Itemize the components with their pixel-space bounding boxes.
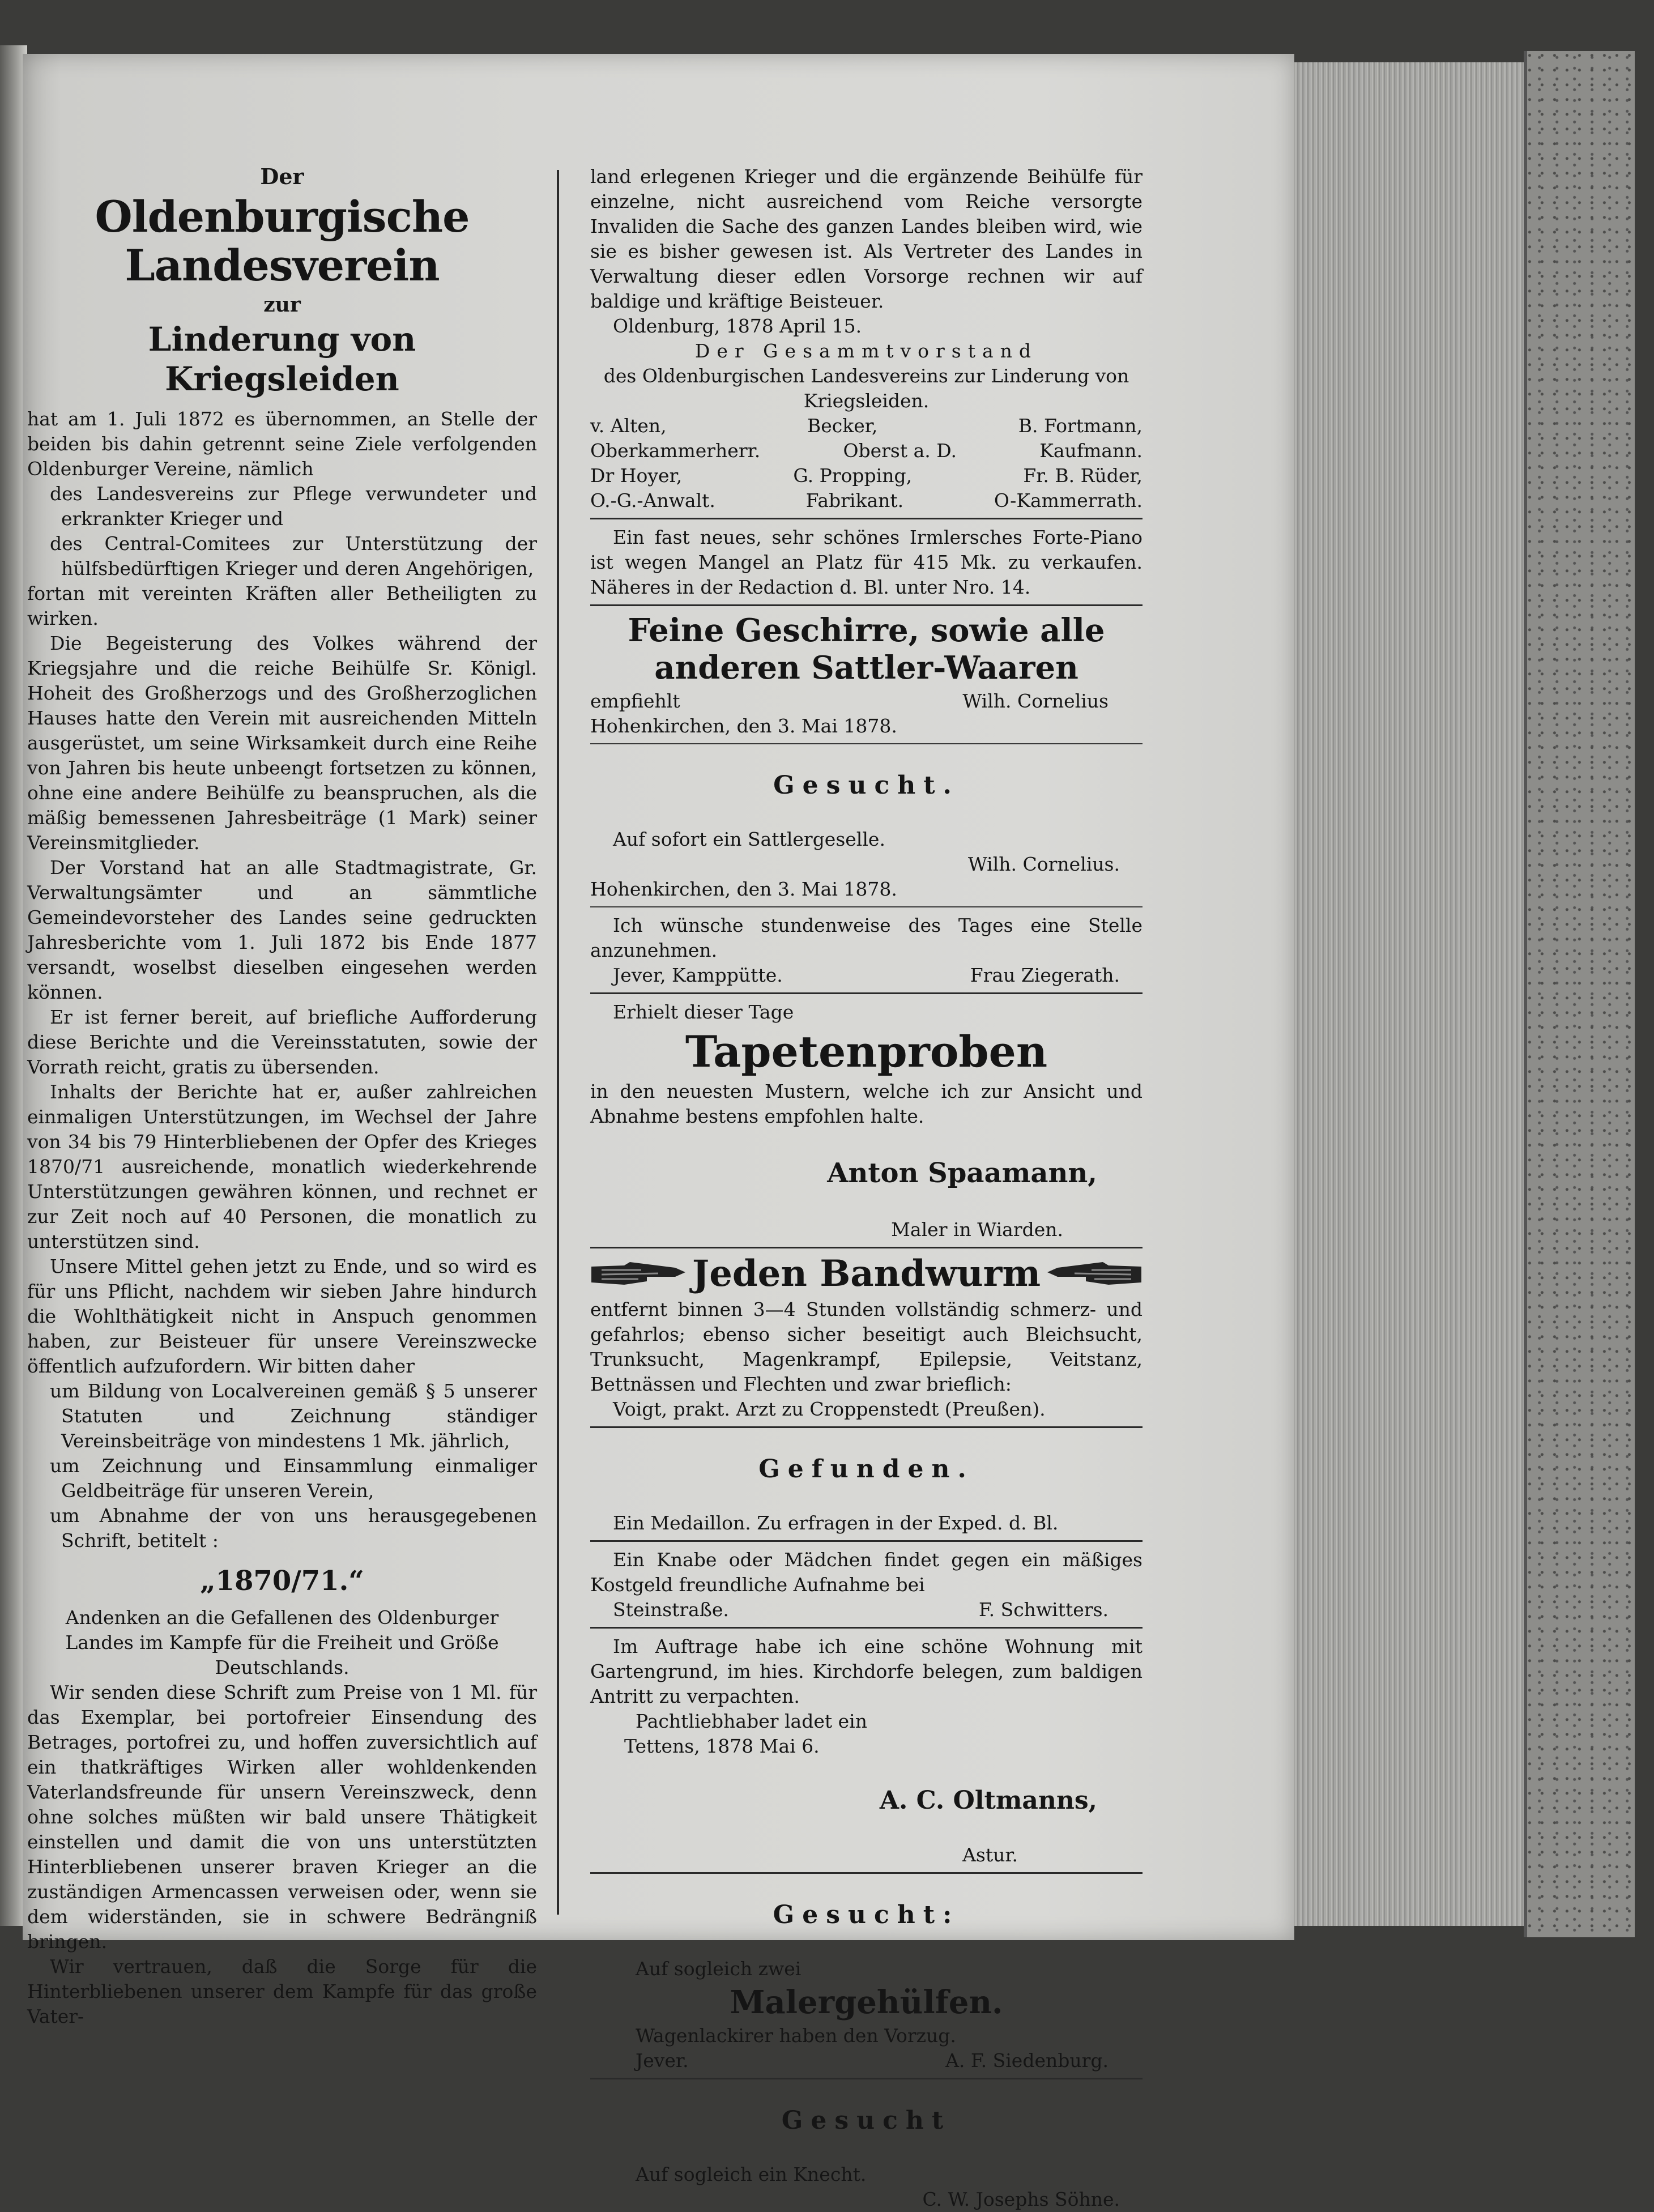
board-subheading: des Oldenburgischen Landesvereins zur Linderung von Kriegsleiden.: [603, 365, 1129, 412]
paragraph: Er ist ferner bereit, auf briefliche Aufforderung diese Berichte und die Vereinsstatuten, sowie der Vorrath reicht, gratis zu übersenden.: [27, 1006, 537, 1078]
ad-piano: Ein fast neues, sehr schönes Irmlersches Forte-Piano ist wegen Mangel an Platz für 415 Mk. zu verkaufen. Näheres in der Redaction d. Bl. unter Nro. 14.: [590, 526, 1143, 598]
ad-text: Auf sogleich ein Knecht.: [636, 2163, 867, 2185]
signature: Becker,: [807, 415, 878, 437]
ad-text: Im Auftrage habe ich eine schöne Wohnung mit Gartengrund, im hies. Kirchdorfe belegen, zum baldigen Antritt zu verpachten.: [590, 1635, 1143, 1707]
divider: [590, 1872, 1143, 1874]
pointing-hand-right-icon: [590, 1260, 687, 1288]
ad-maler-big: Malergehülfen.: [730, 1984, 1003, 2021]
ad-text: Ich wünsche stundenweise des Tages eine Stelle anzunehmen.: [590, 914, 1143, 961]
ad-tapeten-heading: Tapetenproben: [685, 1026, 1048, 1077]
ad-text: Wilh. Cornelius.: [967, 853, 1120, 875]
ad-text: Steinstraße.: [613, 1599, 729, 1621]
ad-text: Voigt, prakt. Arzt zu Croppenstedt (Preußen).: [613, 1398, 1046, 1420]
signature: v. Alten,: [590, 415, 667, 437]
ad-text: entfernt binnen 3—4 Stunden vollständig schmerz- und gefahrlos; ebenso sicher beseitigt auch Bleichsucht, Trunksucht, Magenkrampf, Epilepsie, Veitstanz, Bettnässen und Flechten und zwar brieflich:: [590, 1298, 1143, 1395]
divider: [590, 992, 1143, 994]
ad-line: [590, 1597, 1143, 1622]
book-cover: [1524, 51, 1635, 1937]
divider: [590, 1247, 1143, 1248]
ad-sattler-heading: Feine Geschirre, sowie alle anderen Sattler-Waaren: [628, 612, 1105, 687]
ad-text: C. W. Josephs Söhne.: [922, 2188, 1120, 2210]
signature: G. Propping,: [793, 464, 913, 487]
ad-text: Ein Medaillon. Zu erfragen in der Exped. d. Bl.: [613, 1512, 1059, 1534]
ad-text: Frau Ziegerath.: [970, 964, 1120, 986]
column-rule: [557, 170, 559, 1915]
signature: Dr Hoyer,: [590, 464, 683, 487]
ad-wurm-heading-row: [590, 1254, 1143, 1294]
ad-text: Tettens, 1878 Mai 6.: [624, 1735, 820, 1757]
ad-gefunden-heading: Gefunden.: [758, 1455, 974, 1484]
ad-name: Anton Spaamann,: [827, 1157, 1097, 1189]
signature: Fr. B. Rüder,: [1023, 464, 1143, 487]
ad-line: [590, 963, 1143, 988]
ad-text: Wagenlackirer haben den Vorzug.: [636, 2025, 956, 2047]
signature: Oberst a. D.: [843, 440, 957, 462]
ad-text: empfiehlt: [590, 690, 680, 712]
paragraph: Inhalts der Berichte hat er, außer zahlreichen einmaligen Unterstützungen, im Wechsel der Jahre von 34 bis 79 Hinterbliebenen der Opfer des Krieges 1870/71 ausreichende, monatlich wiederkehrende Unterstützungen gewähren können, und rechnet er zur Zeit noch auf 40 Personen, die monatlich zu unterstützen sind.: [27, 1081, 537, 1252]
left-column: [27, 164, 537, 2029]
ad-text: Pachtliebhaber ladet ein: [636, 1710, 867, 1732]
divider: [590, 518, 1143, 519]
ad-text: Auf sogleich zwei: [636, 1958, 802, 1980]
paragraph: land erlegenen Krieger und die ergänzende Beihülfe für einzelne, nicht ausreichend vom Reiche versorgte Invaliden die Sache des ganzen Landes bleiben wird, wie sie es bisher gewesen ist. Als Vertreter des Landes in Verwaltung dieser edlen Vorsorge rechnen wir auf baldige und kräftige Beisteuer.: [590, 165, 1143, 312]
paragraph: Unsere Mittel gehen jetzt zu Ende, und so wird es für uns Pflicht, nachdem wir sieben Jahre hindurch die Wohlthätigkeit nicht in Anspuch genommen haben, zur Beisteuer für unsere Vereinszwecke öffentlich aufzufordern. Wir bitten daher: [27, 1255, 537, 1377]
ad-line: [590, 2048, 1143, 2073]
ad-text: Ein Knabe oder Mädchen findet gegen ein mäßiges Kostgeld freundliche Aufnahme bei: [590, 1549, 1143, 1596]
ad-name: A. C. Oltmanns,: [879, 1786, 1097, 1815]
ad-text: Astur.: [962, 1844, 1018, 1866]
paragraph: Wir vertrauen, daß die Sorge für die Hinterbliebenen unserer dem Kampfe für das große Vater-: [27, 1955, 537, 2027]
signature: Kaufmann.: [1039, 440, 1143, 462]
heading-zur: zur: [263, 293, 301, 317]
paragraph: Wir senden diese Schrift zum Preise von 1 Ml. für das Exemplar, bei portofreier Einsendung des Betrages, portofrei zu, und hoffen zuversichtlich auf ein thatkräftiges Wirken aller wohldenkenden Vaterlandsfreunde für unsern Vereinszweck, denn ohne solches müßten wir bald unsere Thätigkeit einstellen und damit die von uns unterstützten Hinterbliebenen unserer braven Krieger an die zuständigen Armencassen verweisen oder, wenn sie dem widerständen, sie in schwere Bedrängniß bringen.: [27, 1681, 537, 1953]
ad-text: Maler in Wiarden.: [891, 1218, 1063, 1241]
signature: Fabrikant.: [805, 489, 904, 512]
heading-der: Der: [260, 164, 304, 189]
divider: [590, 1627, 1143, 1629]
divider: [590, 906, 1143, 907]
signature: Oberkammerherr.: [590, 440, 761, 462]
paragraph: um Zeichnung und Einsammlung einmaliger Geldbeiträge für unseren Verein,: [50, 1455, 537, 1502]
right-column: [590, 164, 1143, 2212]
book-subtitle: Andenken an die Gefallenen des Oldenburger Landes im Kampfe für die Freiheit und Größe Deutschlands.: [65, 1606, 499, 1678]
dateline: Oldenburg, 1878 April 15.: [613, 315, 862, 337]
page-edges: [1294, 62, 1538, 1926]
paragraph: um Bildung von Localvereinen gemäß § 5 unserer Statuten und Zeichnung ständiger Vereinsbeiträge von mindestens 1 Mk. jährlich,: [50, 1380, 537, 1452]
signature-row: [590, 463, 1143, 488]
ad-text: Hohenkirchen, den 3. Mai 1878.: [590, 715, 897, 737]
ad-maler-heading: Gesucht:: [773, 1900, 960, 1929]
ad-text: in den neuesten Mustern, welche ich zur Ansicht und Abnahme bestens empfohlen halte.: [590, 1080, 1143, 1127]
ad-wurm-heading: Jeden Bandwurm: [692, 1252, 1041, 1295]
ad-text: Jever.: [636, 2049, 689, 2072]
heading-title: Oldenburgische Landesverein: [95, 191, 470, 291]
signature-row: [590, 414, 1143, 438]
pointing-hand-left-icon: [1046, 1260, 1143, 1288]
signature-row: [590, 488, 1143, 513]
book-title: „1870/71.“: [200, 1565, 364, 1597]
heading-subtitle: Linderung von Kriegsleiden: [148, 320, 416, 398]
ad-text: Jever, Kamppütte.: [613, 964, 783, 986]
signature: O-Kammerrath.: [994, 489, 1143, 512]
ad-line: [590, 689, 1143, 714]
ad-text: Erhielt dieser Tage: [613, 1001, 794, 1023]
board-heading: Der Gesammtvorstand: [694, 340, 1038, 362]
ad-text: Auf sofort ein Sattlergeselle.: [613, 828, 885, 850]
ad-text: F. Schwitters.: [978, 1599, 1109, 1621]
divider: [590, 1540, 1143, 1542]
paragraph: fortan mit vereinten Kräften aller Betheiligten zu wirken.: [27, 582, 537, 629]
ad-text: Hohenkirchen, den 3. Mai 1878.: [590, 878, 897, 900]
paragraph: hat am 1. Juli 1872 es übernommen, an Stelle der beiden bis dahin getrennt seine Ziele verfolgenden Oldenburger Vereine, nämlich: [27, 408, 537, 480]
paragraph: des Central-Comitees zur Unterstützung der hülfsbedürftigen Krieger und deren Angehörigen,: [50, 532, 537, 579]
ad-gesucht-heading: Gesucht.: [773, 771, 960, 800]
signature: O.-G.-Anwalt.: [590, 489, 715, 512]
ad-text: A. F. Siedenburg.: [945, 2049, 1109, 2072]
ad-knecht-heading: Gesucht: [781, 2106, 952, 2135]
signature: B. Fortmann,: [1018, 415, 1143, 437]
paragraph: Die Begeisterung des Volkes während der Kriegsjahre und die reiche Beihülfe Sr. Königl. Hoheit des Großherzogs und des Großherzoglichen Hauses hatte den Verein mit ausreichenden Mitteln ausgerüstet, um seine Wirksamkeit durch eine Reihe von Jahren bis heute unbeengt fortsetzen zu können, ohne eine andere Beihülfe zu beanspruchen, als die mäßig bemessenen Jahresbeiträge (1 Mark) seiner Vereinsmitglieder.: [27, 632, 537, 854]
divider: [590, 1426, 1143, 1428]
divider: [590, 2078, 1143, 2079]
ad-text: Wilh. Cornelius: [962, 690, 1109, 712]
paragraph: um Abnahme der von uns herausgegebenen Schrift, betitelt :: [50, 1504, 537, 1552]
divider: [590, 743, 1143, 744]
divider: [590, 604, 1143, 606]
paragraph: Der Vorstand hat an alle Stadtmagistrate, Gr. Verwaltungsämter und an sämmtliche Gemeindevorsteher des Landes seine gedruckten Jahresberichte vom 1. Juli 1872 bis Ende 1877 versandt, woselbst dieselben eingesehen werden können.: [27, 856, 537, 1003]
paragraph: des Landesvereins zur Pflege verwundeter und erkrankter Krieger und: [50, 483, 537, 530]
signature-row: [590, 438, 1143, 463]
